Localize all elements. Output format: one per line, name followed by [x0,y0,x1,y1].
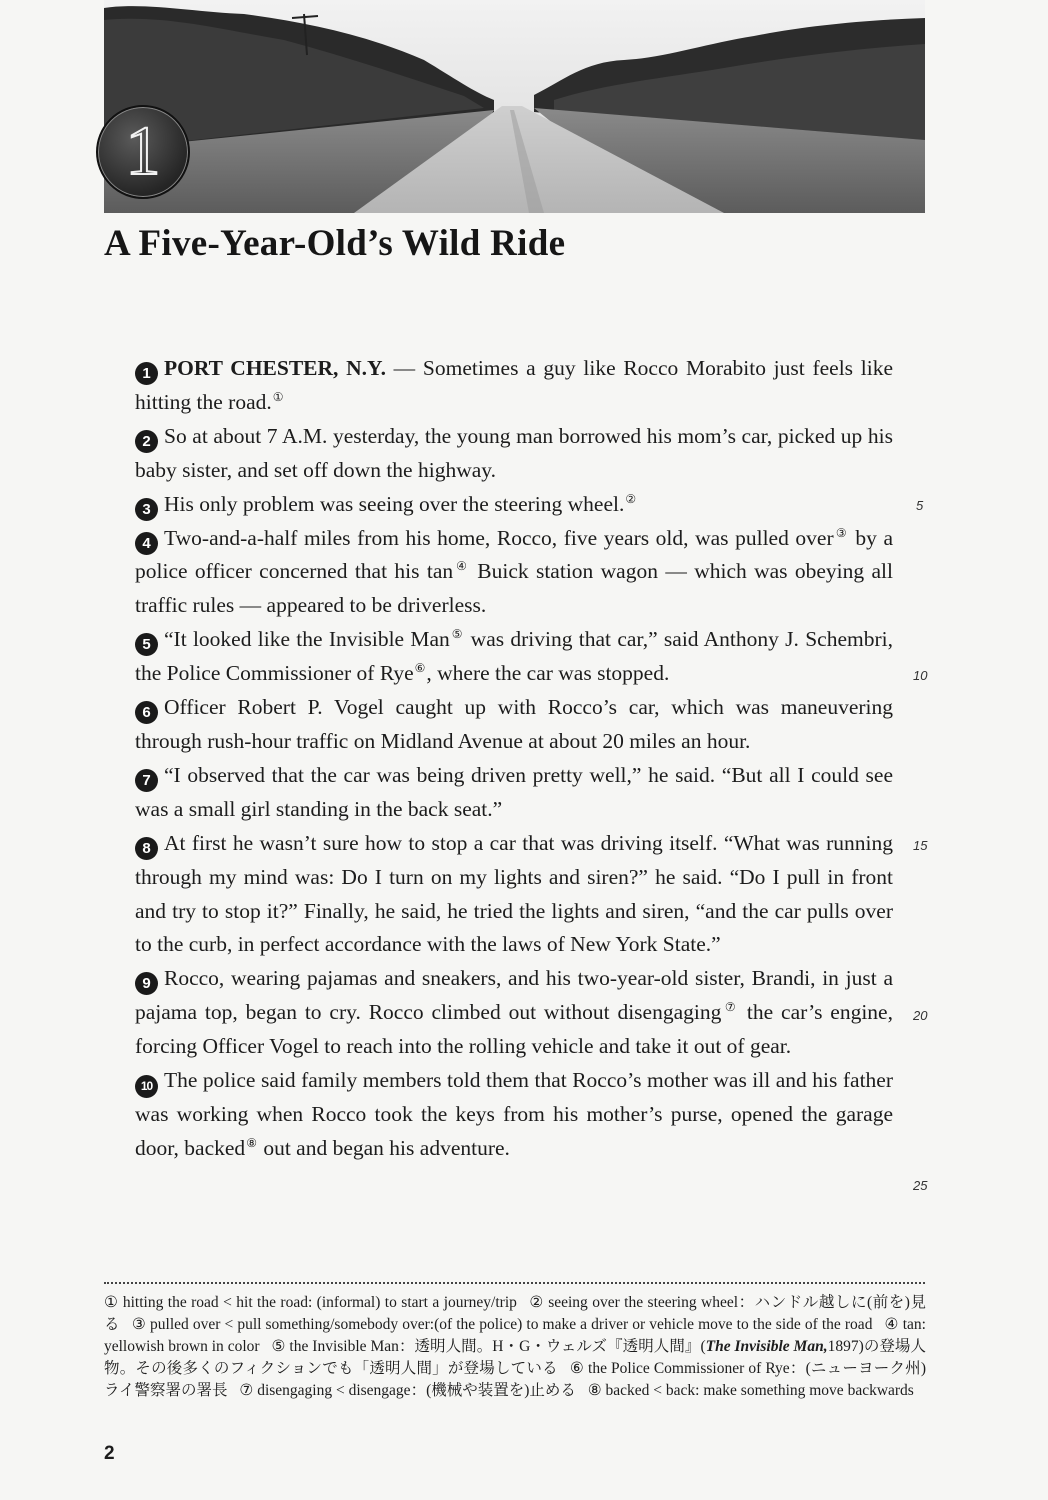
paragraph-marker: 8 [135,837,158,860]
paragraph-marker: 9 [135,972,158,995]
footnote-ref: ⑥ [414,661,426,676]
dateline: PORT CHESTER, N.Y. [164,356,386,380]
paragraph-5: 5 “It looked like the Invisible Man⑤ was driving that car,” said Anthony J. Schembri, the Police Commissioner of Rye⑥, where the car was stopped. [135,627,893,686]
chapter-circle-icon [96,105,190,199]
paragraph-marker: 5 [135,633,158,656]
paragraph-marker: 1 [135,362,158,385]
footnote-ref: ① [272,389,284,404]
footnote-ref: ⑦ [722,1000,739,1015]
footnote-5: ⑤ the Invisible Man：透明人間。H・G・ウェルズ『透明人間』( [271,1338,706,1355]
footnote-8: ⑧ backed < back: make something move backwards [587,1382,914,1399]
line-number: 20 [913,1008,928,1023]
paragraph-6: 6 Officer Robert P. Vogel caught up with Rocco’s car, which was maneuvering through rush-hour traffic on Midland Avenue at about 20 miles an hour. [135,695,893,753]
paragraph-9: 9 Rocco, wearing pajamas and sneakers, and his two-year-old sister, Brandi, in just a pajama top, began to cry. Rocco climbed out without disengaging⑦ the car’s engine, forcing Officer Vogel to reach into the rolling vehicle and take it out of gear. [135,966,893,1059]
paragraph-marker: 10 [135,1075,158,1098]
paragraph-marker: 4 [135,532,158,555]
footnote-6: ⑥ the Police Commissioner of Rye：(ニューヨーク州)ライ警察署の署長 [104,1360,927,1399]
paragraph-8: 8 At first he wasn’t sure how to stop a car that was driving itself. “What was running through my mind was: Do I turn on my lights and siren?” he said. “Do I pull in front and try to stop it?” Finally, he said, he tried the lights and siren, “and the car pulls over to the curb, in perfect accordance with the laws of New York State.” [135,830,893,957]
paragraph-marker: 6 [135,701,158,724]
header-photo [104,0,925,213]
paragraph-marker: 2 [135,430,158,453]
paragraph-marker: 7 [135,769,158,792]
page-title: A Five-Year-Old’s Wild Ride [104,223,566,264]
paragraph-7: 7 “I observed that the car was being driven pretty well,” he said. “But all I could see was a small girl standing in the back seat.” [135,762,893,821]
footnote-2: ② seeing over the steering wheel：ハンドル越しに(前を)見る [104,1294,927,1333]
footnote-ref: ⑧ [246,1135,257,1150]
footnote-5-rest: 1897)の登場人物。その後多くのフィクションでも「透明人間」が登場している [104,1338,926,1377]
footnote-3: ③ pulled over < pull something/somebody over:(of the police) to make a driver or vehicle move to the side of the road [131,1316,873,1333]
footnote-ref: ② [625,491,637,506]
line-number: 15 [913,838,928,853]
paragraph-4: 4 Two-and-a-half miles from his home, Rocco, five years old, was pulled over③ by a police officer concerned that his tan④ Buick station wagon — which was obeying all traffic rules — appeared to be driverless. [135,525,893,618]
footnote-ref: ⑤ [450,627,464,642]
paragraph-10: 10 The police said family members told them that Rocco’s mother was ill and his father was working when Rocco took the keys from his mother’s purse, opened the garage door, backed⑧ out and began his adventure. [135,1068,893,1160]
line-number: 10 [913,668,928,683]
paragraph-1: 1 PORT CHESTER, N.Y. — Sometimes a guy like Rocco Morabito just feels like hitting the road.① [135,356,893,414]
country-road-photo [104,0,925,213]
footnote-1: ① hitting the road < hit the road: (informal) to start a journey/trip [104,1294,517,1311]
page-number: 2 [104,1443,115,1464]
footnotes [104,1292,926,1402]
line-number: 5 [916,498,924,513]
paragraph-3: 3 His only problem was seeing over the steering wheel.② [135,488,893,522]
footnote-4: ④ tan: yellowish brown in color [104,1316,926,1355]
footnote-ref: ③ [834,525,848,540]
paragraph-2: 2 So at about 7 A.M. yesterday, the young man borrowed his mom’s car, picked up his baby sister, and set off down the highway. [135,423,893,482]
paragraph-marker: 3 [135,498,158,521]
chapter-number: 1 [125,113,161,190]
article-body [135,352,893,1166]
footnote-ref: ④ [454,559,469,574]
footnote-7: ⑦ disengaging < disengage：(機械や装置を)止める [239,1382,576,1399]
footnote-divider [104,1282,925,1284]
book-title: The Invisible Man, [705,1338,828,1355]
line-number: 25 [913,1178,928,1193]
